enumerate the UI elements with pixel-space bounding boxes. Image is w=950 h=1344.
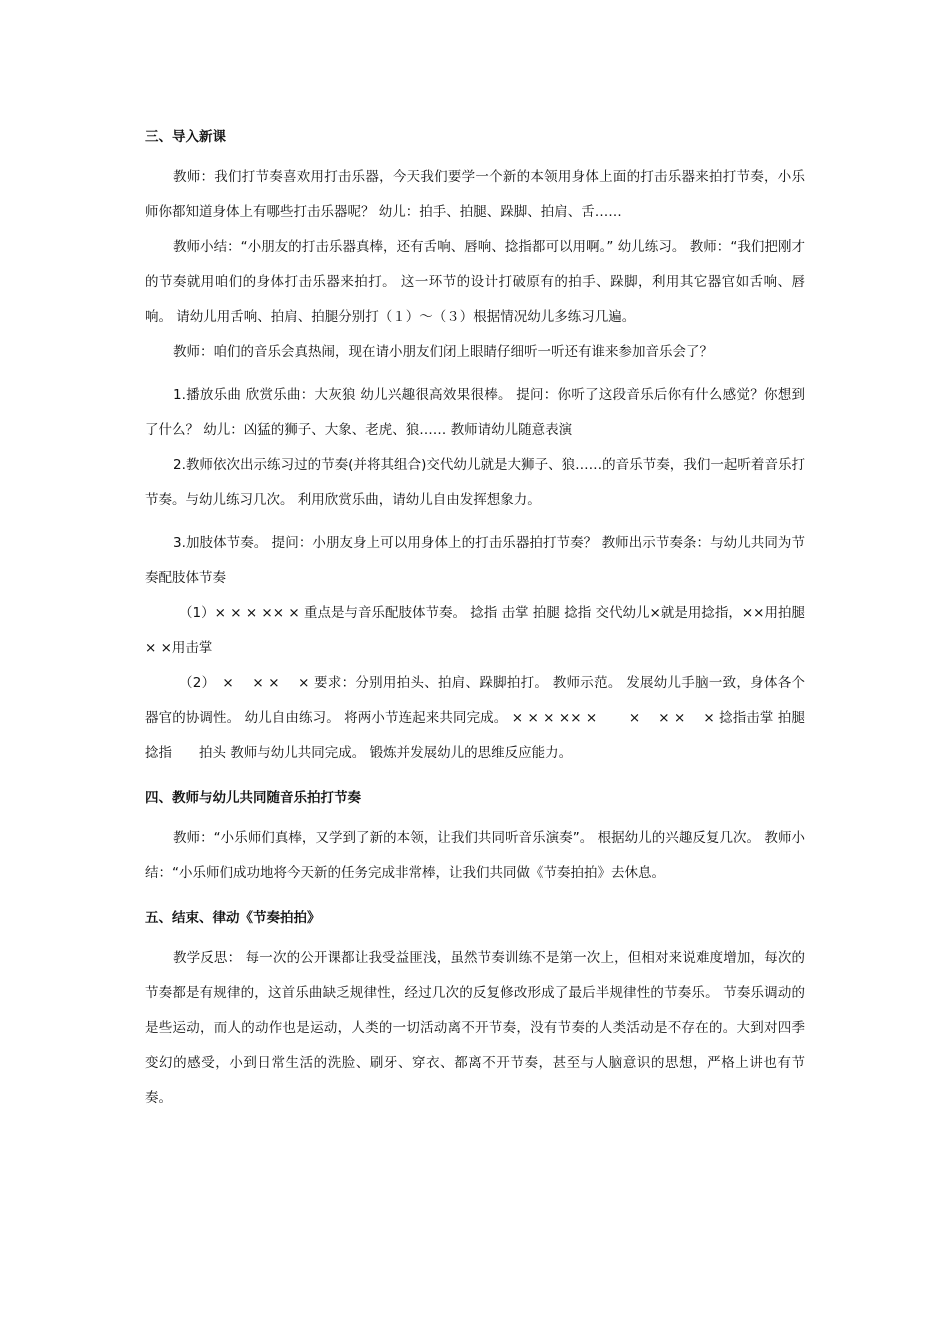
paragraph-rhythm-1: （1）× × × ×× × 重点是与音乐配肢体节奏。 捻指 击掌 拍腿 捻指 交代幼儿×就是用捻指，××用拍腿× ×用击掌 (145, 605, 805, 656)
paragraph-teacher-question: 教师：我们打节奏喜欢用打击乐器，今天我们要学一个新的本领用身体上面的打击乐器来拍打节奏，小乐师你都知道身体上有哪些打击乐器呢？ 幼儿：拍手、拍腿、跺脚、拍肩、舌…… (145, 169, 805, 220)
paragraph-rhythm-2: （2） × × × × 要求：分别用拍头、拍肩、跺脚拍打。 教师示范。 发展幼儿手脑一致，身体各个器官的协调性。 幼儿自由练习。 将两小节连起来共同完成。 × × × ×× × × × × × 捻指击掌 拍腿 捻指 拍头 教师与幼儿共同完成。 锻炼并发展幼儿的思维反应能力。 (145, 675, 805, 761)
paragraph-step-1: 1.播放乐曲 欣赏乐曲：大灰狼 幼儿兴趣很高效果很棒。 提问：你听了这段音乐后你有什么感觉？你想到了什么？ 幼儿：凶猛的狮子、大象、老虎、狼…… 教师请幼儿随意表演 (145, 387, 805, 438)
document-page (145, 122, 805, 1116)
paragraph-step-3: 3.加肢体节奏。 提问：小朋友身上可以用身体上的打击乐器拍打节奏？ 教师出示节奏条：与幼儿共同为节奏配肢体节奏 (145, 535, 805, 586)
section-heading-intro: 三、导入新课 (145, 129, 226, 145)
paragraph-teaching-reflection: 教学反思： 每一次的公开课都让我受益匪浅，虽然节奏训练不是第一次上，但相对来说难度增加，每次的节奏都是有规律的，这首乐曲缺乏规律性，经过几次的反复修改形成了最后半规律性的节奏乐。 节奏乐调动的是些运动，而人的动作也是运动，人类的一切活动离不开节奏，没有节奏的人类活动是不存在的。大到对四季变幻的感受，小到日常生活的洗脸、刷牙、穿衣、都离不开节奏，甚至与人脑意识的思想，严格上讲也有节奏。 (145, 950, 805, 1106)
paragraph-music-concert: 教师：咱们的音乐会真热闹，现在请小朋友们闭上眼睛仔细听一听还有谁来参加音乐会了？ (173, 344, 713, 360)
section-heading-ending: 五、结束、律动《节奏拍拍》 (145, 910, 321, 926)
paragraph-step-2: 2.教师依次出示练习过的节奏(并将其组合)交代幼儿就是大狮子、狼……的音乐节奏，我们一起听着音乐打节奏。与幼儿练习几次。 利用欣赏乐曲，请幼儿自由发挥想象力。 (145, 457, 805, 508)
section-heading-play-together: 四、教师与幼儿共同随音乐拍打节奏 (145, 790, 361, 806)
paragraph-teacher-praise: 教师：“小乐师们真棒，又学到了新的本领，让我们共同听音乐演奏”。 根据幼儿的兴趣反复几次。 教师小结：“小乐师们成功地将今天新的任务完成非常棒，让我们共同做《节奏拍拍》去休息。 (145, 830, 805, 881)
paragraph-teacher-summary: 教师小结：“小朋友的打击乐器真棒，还有舌响、唇响、捻指都可以用啊。” 幼儿练习。 教师：“我们把刚才的节奏就用咱们的身体打击乐器来拍打。 这一环节的设计打破原有的拍手、跺脚，利用其它器官如舌响、唇响。 请幼儿用舌响、拍肩、拍腿分别打（１）～（３）根据情况幼儿多练习几遍。 (145, 239, 805, 325)
